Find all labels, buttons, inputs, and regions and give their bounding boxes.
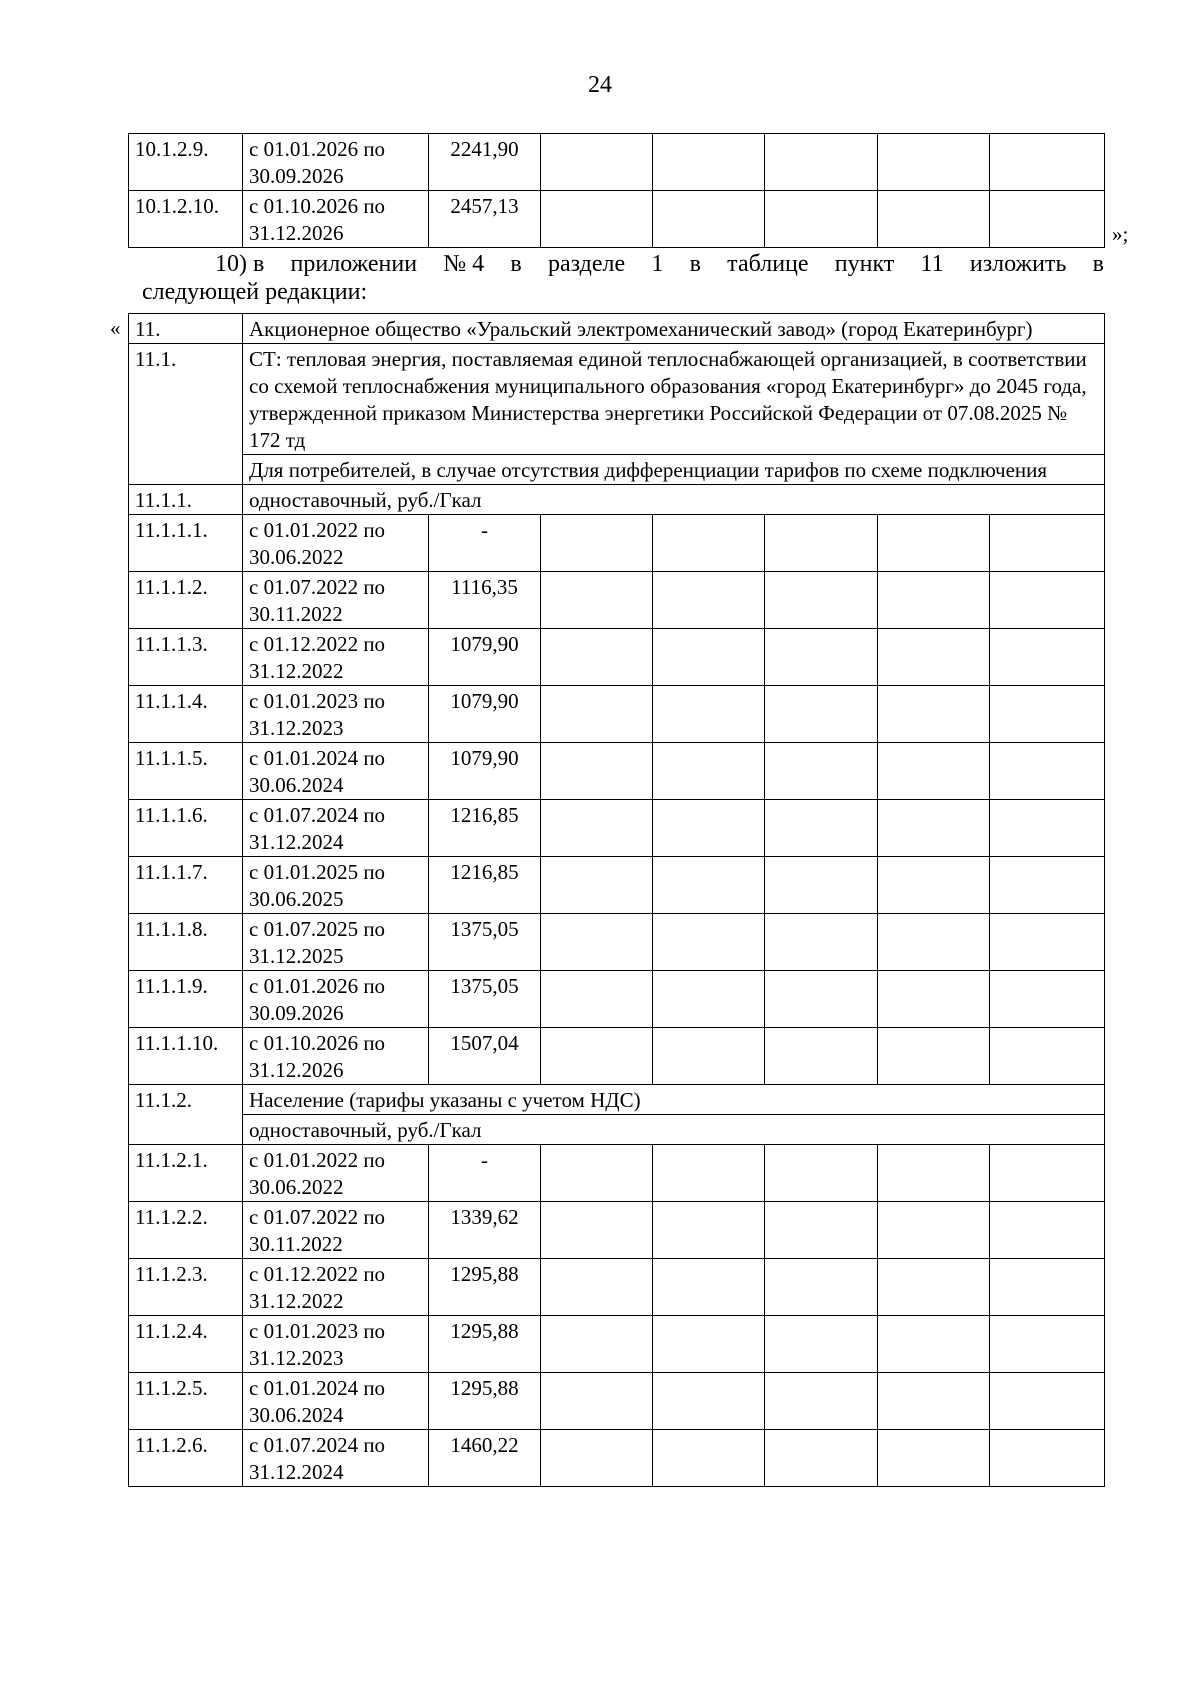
empty-cell: [765, 629, 878, 686]
tariff-value: 1079,90: [429, 743, 541, 800]
empty-cell: [878, 191, 990, 248]
row-code: 11.1.1.: [129, 485, 243, 515]
period-end: 30.06.2022: [249, 1175, 344, 1199]
empty-cell: [765, 572, 878, 629]
empty-cell: [653, 515, 765, 572]
empty-cell: [765, 191, 878, 248]
period-end: 31.12.2022: [249, 659, 344, 683]
paragraph-line-2: следующей редакции:: [142, 279, 368, 305]
row-code: 11.1.2.6.: [129, 1430, 243, 1487]
empty-cell: [878, 1145, 990, 1202]
empty-cell: [541, 134, 653, 191]
empty-cell: [541, 743, 653, 800]
table-row: [129, 191, 1105, 248]
empty-cell: [990, 1316, 1105, 1373]
tariff-value: 1460,22: [429, 1430, 541, 1487]
period-cell: [243, 134, 429, 191]
empty-cell: [990, 1028, 1105, 1085]
paragraph-word: 11: [920, 251, 944, 277]
period-start: с 01.01.2024 по: [249, 746, 386, 770]
row-code: 11.1.1.6.: [129, 800, 243, 857]
empty-cell: [541, 857, 653, 914]
tariff-value: -: [429, 1145, 541, 1202]
empty-cell: [990, 1145, 1105, 1202]
empty-cell: [990, 1373, 1105, 1430]
table-row: [129, 1430, 1105, 1487]
period-end: 30.11.2022: [249, 602, 343, 626]
tariff-value: 1295,88: [429, 1259, 541, 1316]
empty-cell: [765, 1202, 878, 1259]
row-code: 11.1.1.2.: [129, 572, 243, 629]
row-code: 11.1.1.10.: [129, 1028, 243, 1085]
period-end: 31.12.2026: [249, 1058, 344, 1082]
empty-cell: [878, 971, 990, 1028]
tariff-value: 1339,62: [429, 1202, 541, 1259]
period-start: с 01.07.2022 по: [249, 575, 386, 599]
row-code: 11.1.1.9.: [129, 971, 243, 1028]
period-start: с 01.10.2026 по: [249, 194, 386, 218]
period-cell: [243, 191, 429, 248]
empty-cell: [653, 914, 765, 971]
row-code: 10.1.2.9.: [129, 134, 243, 191]
period-cell: [243, 971, 429, 1028]
empty-cell: [765, 1430, 878, 1487]
period-end: 31.12.2024: [249, 830, 344, 854]
tariff-value: 1295,88: [429, 1316, 541, 1373]
empty-cell: [765, 914, 878, 971]
row-code: 11.1.2.4.: [129, 1316, 243, 1373]
period-start: с 01.12.2022 по: [249, 632, 386, 656]
empty-cell: [878, 1259, 990, 1316]
period-end: 30.09.2026: [249, 1001, 344, 1025]
table-row: [129, 1145, 1105, 1202]
table-row: [129, 800, 1105, 857]
tariff-value: 2457,13: [429, 191, 541, 248]
empty-cell: [765, 1145, 878, 1202]
row-code: 11.1.1.5.: [129, 743, 243, 800]
empty-cell: [878, 743, 990, 800]
empty-cell: [990, 914, 1105, 971]
paragraph-word: 1: [651, 251, 664, 277]
empty-cell: [541, 1259, 653, 1316]
empty-cell: [653, 1259, 765, 1316]
empty-cell: [765, 134, 878, 191]
period-cell: [243, 914, 429, 971]
period-end: 31.12.2025: [249, 944, 344, 968]
tariff-value: 1375,05: [429, 971, 541, 1028]
table-row: [129, 1373, 1105, 1430]
table-row: [129, 1028, 1105, 1085]
empty-cell: [878, 515, 990, 572]
opening-quote: «: [110, 316, 121, 340]
top-tariff-table: [128, 133, 1105, 248]
empty-cell: [653, 629, 765, 686]
row-code: 11.: [129, 314, 243, 344]
empty-cell: [990, 1430, 1105, 1487]
empty-cell: [765, 857, 878, 914]
empty-cell: [653, 800, 765, 857]
tariff-value: 1216,85: [429, 800, 541, 857]
empty-cell: [878, 1202, 990, 1259]
period-end: 30.06.2025: [249, 887, 344, 911]
period-end: 30.06.2024: [249, 1403, 344, 1427]
row-code: 11.1.2.3.: [129, 1259, 243, 1316]
period-start: с 01.07.2024 по: [249, 803, 386, 827]
period-cell: [243, 1259, 429, 1316]
table-row: [129, 857, 1105, 914]
period-start: с 01.10.2026 по: [249, 1031, 386, 1055]
period-end: 31.12.2024: [249, 1460, 344, 1484]
empty-cell: [878, 629, 990, 686]
period-end: 31.12.2023: [249, 716, 344, 740]
tariff-value: 1116,35: [429, 572, 541, 629]
period-end: 30.09.2026: [249, 164, 344, 188]
empty-cell: [541, 515, 653, 572]
period-start: с 01.01.2024 по: [249, 1376, 386, 1400]
empty-cell: [990, 629, 1105, 686]
period-start: с 01.07.2022 по: [249, 1205, 386, 1229]
paragraph-word: изложить: [969, 251, 1067, 277]
empty-cell: [541, 1202, 653, 1259]
period-cell: [243, 686, 429, 743]
period-start: с 01.07.2024 по: [249, 1433, 386, 1457]
period-end: 30.06.2022: [249, 545, 344, 569]
empty-cell: [541, 191, 653, 248]
empty-cell: [990, 743, 1105, 800]
period-start: с 01.01.2022 по: [249, 518, 386, 542]
org-row: [129, 314, 1105, 344]
row-code: 11.1.2.1.: [129, 1145, 243, 1202]
empty-cell: [765, 1028, 878, 1085]
empty-cell: [878, 1430, 990, 1487]
tariff-value: 1507,04: [429, 1028, 541, 1085]
period-end: 31.12.2026: [249, 221, 344, 245]
paragraph-line-1: [142, 250, 1104, 278]
paragraph-word: в: [510, 251, 522, 277]
tariff-value: 1375,05: [429, 914, 541, 971]
paragraph-word: пункт: [834, 251, 895, 277]
consumers-row: [129, 455, 1105, 485]
empty-cell: [990, 971, 1105, 1028]
empty-cell: [653, 1202, 765, 1259]
empty-cell: [653, 743, 765, 800]
empty-cell: [990, 191, 1105, 248]
period-cell: [243, 1145, 429, 1202]
tariff-value: -: [429, 515, 541, 572]
table-row: [129, 1316, 1105, 1373]
empty-cell: [541, 1028, 653, 1085]
period-cell: [243, 857, 429, 914]
empty-cell: [878, 857, 990, 914]
empty-cell: [765, 1316, 878, 1373]
table-row: [129, 1259, 1105, 1316]
group-title: Население (тарифы указаны с учетом НДС): [243, 1085, 1105, 1115]
empty-cell: [990, 515, 1105, 572]
period-start: с 01.01.2022 по: [249, 1148, 386, 1172]
empty-cell: [653, 686, 765, 743]
period-start: с 01.01.2026 по: [249, 137, 386, 161]
rate-type-label: одноставочный, руб./Гкал: [243, 1115, 1105, 1145]
empty-cell: [653, 1028, 765, 1085]
period-cell: [243, 800, 429, 857]
empty-cell: [990, 1259, 1105, 1316]
main-tariff-table: [128, 313, 1105, 1487]
table-row: [129, 1202, 1105, 1259]
empty-cell: [765, 743, 878, 800]
empty-cell: [653, 191, 765, 248]
closing-quote: »;: [1112, 222, 1129, 246]
paragraph-word: приложении: [290, 251, 418, 277]
empty-cell: [653, 572, 765, 629]
empty-cell: [541, 1145, 653, 1202]
group1-header-row: [129, 485, 1105, 515]
empty-cell: [878, 914, 990, 971]
paragraph-word: таблице: [727, 251, 809, 277]
group2-rate-row: [129, 1115, 1105, 1145]
period-cell: [243, 1202, 429, 1259]
st-row: [129, 344, 1105, 455]
row-code: 10.1.2.10.: [129, 191, 243, 248]
empty-cell: [765, 971, 878, 1028]
row-code: 11.1.: [129, 344, 243, 485]
empty-cell: [653, 1145, 765, 1202]
empty-cell: [541, 572, 653, 629]
empty-cell: [653, 971, 765, 1028]
empty-cell: [765, 800, 878, 857]
tariff-value: 1079,90: [429, 629, 541, 686]
empty-cell: [990, 800, 1105, 857]
period-end: 30.11.2022: [249, 1232, 343, 1256]
empty-cell: [990, 686, 1105, 743]
org-name: Акционерное общество «Уральский электромеханический завод» (город Екатеринбург): [243, 314, 1105, 344]
empty-cell: [765, 1373, 878, 1430]
tariff-value: 2241,90: [429, 134, 541, 191]
empty-cell: [653, 134, 765, 191]
period-start: с 01.01.2023 по: [249, 689, 386, 713]
consumers-description: Для потребителей, в случае отсутствия дифференциации тарифов по схеме подключения: [243, 455, 1105, 485]
period-start: с 01.01.2026 по: [249, 974, 386, 998]
period-cell: [243, 743, 429, 800]
period-end: 30.06.2024: [249, 773, 344, 797]
period-cell: [243, 1430, 429, 1487]
empty-cell: [541, 800, 653, 857]
row-code: 11.1.1.4.: [129, 686, 243, 743]
period-start: с 01.07.2025 по: [249, 917, 386, 941]
empty-cell: [541, 1430, 653, 1487]
amendment-paragraph: [142, 250, 1104, 306]
st-description: СТ: тепловая энергия, поставляемая единой теплоснабжающей организацией, в соответствии со схемой теплоснабжения муниципального образования «город Екатеринбург» до 2045 года, утвержденной приказом Министерства энергетики Российской Федерации от 07.08.2025 № 172 тд: [243, 344, 1105, 455]
empty-cell: [878, 134, 990, 191]
empty-cell: [541, 686, 653, 743]
period-start: с 01.12.2022 по: [249, 1262, 386, 1286]
table-row: [129, 686, 1105, 743]
row-code: 11.1.1.1.: [129, 515, 243, 572]
empty-cell: [878, 1028, 990, 1085]
tariff-value: 1216,85: [429, 857, 541, 914]
period-cell: [243, 1373, 429, 1430]
paragraph-word: в: [689, 251, 701, 277]
empty-cell: [990, 572, 1105, 629]
period-cell: [243, 572, 429, 629]
row-code: 11.1.1.8.: [129, 914, 243, 971]
empty-cell: [878, 800, 990, 857]
period-cell: [243, 629, 429, 686]
empty-cell: [541, 1373, 653, 1430]
table-row: [129, 971, 1105, 1028]
paragraph-word: 10) в: [215, 251, 265, 277]
row-code: 11.1.2.: [129, 1085, 243, 1145]
rate-type-label: одноставочный, руб./Гкал: [243, 485, 1105, 515]
paragraph-word: разделе: [547, 251, 626, 277]
empty-cell: [541, 914, 653, 971]
row-code: 11.1.2.5.: [129, 1373, 243, 1430]
empty-cell: [653, 1373, 765, 1430]
empty-cell: [878, 1373, 990, 1430]
empty-cell: [990, 857, 1105, 914]
table-row: [129, 914, 1105, 971]
empty-cell: [878, 686, 990, 743]
row-code: 11.1.1.3.: [129, 629, 243, 686]
period-end: 31.12.2022: [249, 1289, 344, 1313]
table-row: [129, 134, 1105, 191]
tariff-value: 1079,90: [429, 686, 541, 743]
row-code: 11.1.2.2.: [129, 1202, 243, 1259]
empty-cell: [878, 572, 990, 629]
row-code: 11.1.1.7.: [129, 857, 243, 914]
empty-cell: [990, 1202, 1105, 1259]
empty-cell: [765, 1259, 878, 1316]
table-row: [129, 743, 1105, 800]
empty-cell: [765, 686, 878, 743]
period-cell: [243, 1316, 429, 1373]
period-cell: [243, 1028, 429, 1085]
empty-cell: [765, 515, 878, 572]
empty-cell: [541, 971, 653, 1028]
table-row: [129, 572, 1105, 629]
period-cell: [243, 515, 429, 572]
empty-cell: [653, 1430, 765, 1487]
empty-cell: [990, 134, 1105, 191]
empty-cell: [878, 1316, 990, 1373]
empty-cell: [541, 1316, 653, 1373]
paragraph-word: в: [1092, 251, 1104, 277]
period-start: с 01.01.2025 по: [249, 860, 386, 884]
paragraph-word: № 4: [443, 251, 485, 277]
empty-cell: [653, 857, 765, 914]
period-start: с 01.01.2023 по: [249, 1319, 386, 1343]
empty-cell: [541, 629, 653, 686]
group2-header-row: [129, 1085, 1105, 1115]
page-number: 24: [588, 72, 612, 98]
tariff-value: 1295,88: [429, 1373, 541, 1430]
period-end: 31.12.2023: [249, 1346, 344, 1370]
table-row: [129, 515, 1105, 572]
empty-cell: [653, 1316, 765, 1373]
table-row: [129, 629, 1105, 686]
